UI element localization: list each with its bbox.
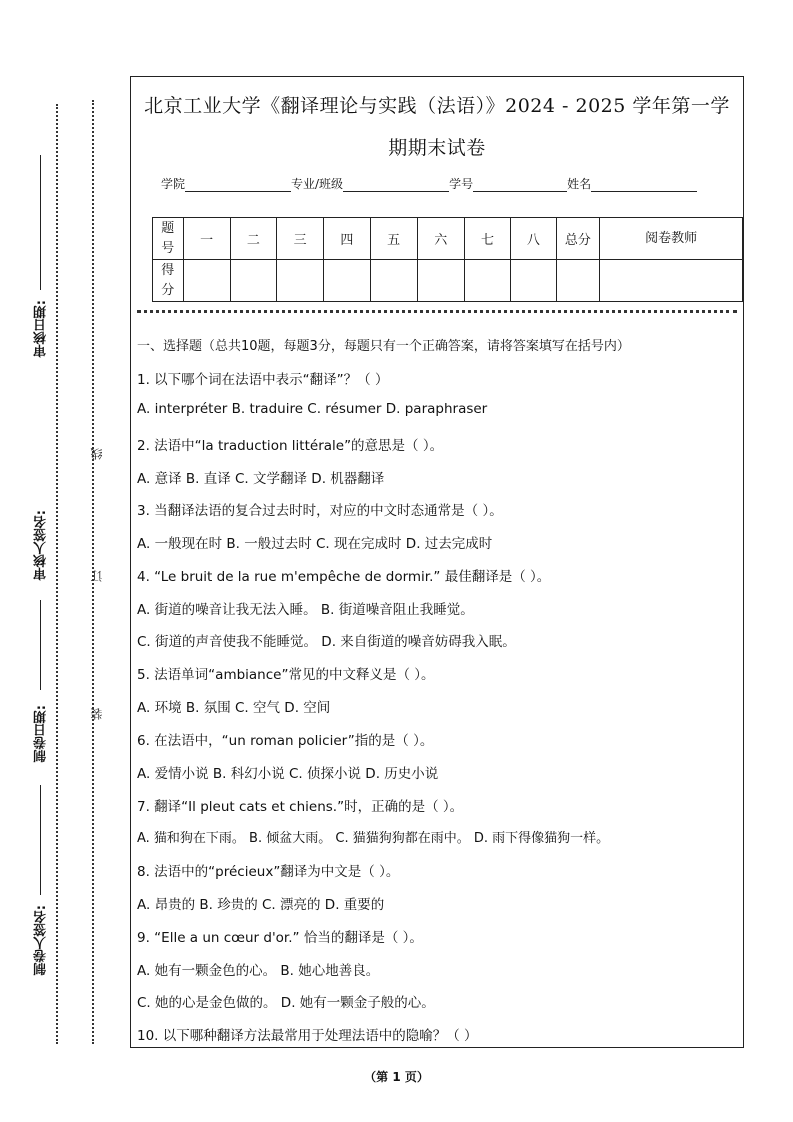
question-line: 9. “Elle a un cœur d'or.” 恰当的翻译是（ ）。 <box>137 930 423 946</box>
question-line: 4. “Le bruit de la rue m'empêche de dormir.” 最佳翻译是（ ）。 <box>137 569 551 585</box>
question-line: C. 街道的声音使我不能睡觉。 D. 来自街道的噪音妨碍我入眠。 <box>137 634 516 650</box>
reviewer-signature-label: 审核人签名: <box>34 510 49 581</box>
major-class-blank[interactable] <box>343 179 449 192</box>
score-table <box>152 217 743 302</box>
score-cell-total[interactable] <box>556 260 600 302</box>
score-cell-5[interactable] <box>370 260 417 302</box>
col-header-7: 七 <box>464 218 510 260</box>
exam-frame <box>130 76 744 1048</box>
dotted-separator <box>137 310 737 313</box>
question-line: 3. 当翻译法语的复合过去时时，对应的中文时态通常是（ ）。 <box>137 503 503 519</box>
question-line: 10. 以下哪种翻译方法最常用于处理法语中的隐喻？（ ） <box>137 1028 478 1044</box>
review-date-line <box>40 155 41 290</box>
name-blank[interactable] <box>591 179 697 192</box>
question-line: 1. 以下哪个词在法语中表示“翻译”？（ ） <box>137 372 389 388</box>
question-line: A. 一般现在时 B. 一般过去时 C. 现在完成时 D. 过去完成时 <box>137 536 493 552</box>
question-line: 2. 法语中“la traduction littérale”的意思是（ ）。 <box>137 438 444 454</box>
major-class-label: 专业/班级 <box>291 177 344 191</box>
seal-char-pack: 装 <box>90 708 104 720</box>
student-id-blank[interactable] <box>473 179 567 192</box>
school-blank[interactable] <box>185 179 291 192</box>
seal-char-line: 线 <box>90 448 104 460</box>
paper-maker-signature-label: 制卷人签名: <box>34 905 49 976</box>
exam-title-line2: 期期末试卷 <box>388 137 486 159</box>
col-header-grader: 阅卷教师 <box>600 218 743 260</box>
question-line: A. 爱情小说 B. 科幻小说 C. 侦探小说 D. 历史小说 <box>137 766 439 782</box>
question-line: 6. 在法语中，“un roman policier”指的是（ ）。 <box>137 733 434 749</box>
section-1-heading: 一、选择题（总共10题，每题3分，每题只有一个正确答案，请将答案填写在括号内） <box>137 339 630 354</box>
col-header-6: 六 <box>417 218 464 260</box>
score-table-score-row <box>153 260 743 302</box>
question-line: A. 猫和狗在下雨。 B. 倾盆大雨。 C. 猫猫狗狗都在雨中。 D. 雨下得像猫狗一样。 <box>137 831 610 846</box>
school-label: 学院 <box>161 177 186 191</box>
binding-dotted-line-left <box>56 104 58 1044</box>
score-cell-4[interactable] <box>324 260 370 302</box>
col-header-total: 总分 <box>556 218 600 260</box>
question-line: A. interpréter B. traduire C. résumer D. paraphraser <box>137 401 488 417</box>
score-table-header-row <box>153 218 743 260</box>
student-id-label: 学号 <box>449 177 474 191</box>
exam-title-line1: 北京工业大学《翻译理论与实践（法语）》2024 - 2025 学年第一学 <box>144 95 730 117</box>
reviewer-signature-line <box>40 600 41 690</box>
col-header-8: 八 <box>511 218 556 260</box>
seal-char-bind: 订 <box>90 570 104 582</box>
col-header-3: 三 <box>277 218 324 260</box>
score-cell-6[interactable] <box>417 260 464 302</box>
question-line: C. 她的心是金色做的。 D. 她有一颗金子般的心。 <box>137 995 435 1011</box>
question-line: 8. 法语中的“précieux”翻译为中文是（ ）。 <box>137 864 400 880</box>
paper-date-line <box>40 785 41 895</box>
row-label-question-no: 题号 <box>153 218 184 260</box>
score-cell-3[interactable] <box>277 260 324 302</box>
col-header-2: 二 <box>230 218 276 260</box>
question-line: A. 她有一颗金色的心。 B. 她心地善良。 <box>137 963 380 979</box>
paper-date-label: 制卷日期: <box>34 705 49 763</box>
col-header-4: 四 <box>324 218 370 260</box>
question-line: A. 意译 B. 直译 C. 文学翻译 D. 机器翻译 <box>137 471 385 487</box>
score-cell-2[interactable] <box>230 260 276 302</box>
question-line: A. 环境 B. 氛围 C. 空气 D. 空间 <box>137 700 331 716</box>
name-label: 姓名 <box>567 177 592 191</box>
score-cell-7[interactable] <box>464 260 510 302</box>
question-line: 7. 翻译“Il pleut cats et chiens.”时，正确的是（ ）。 <box>137 799 464 815</box>
col-header-5: 五 <box>370 218 417 260</box>
review-date-label: 审核日期: <box>34 300 49 358</box>
score-cell-8[interactable] <box>511 260 556 302</box>
student-info-row <box>161 175 697 192</box>
page-number: （第 1 页） <box>364 1070 429 1084</box>
question-line: A. 昂贵的 B. 珍贵的 C. 漂亮的 D. 重要的 <box>137 897 385 913</box>
question-line: A. 街道的噪音让我无法入睡。 B. 街道噪音阻止我睡觉。 <box>137 602 474 618</box>
col-header-1: 一 <box>183 218 230 260</box>
score-cell-1[interactable] <box>183 260 230 302</box>
question-line: 5. 法语单词“ambiance”常见的中文释义是（ ）。 <box>137 667 435 683</box>
score-cell-grader[interactable] <box>600 260 743 302</box>
row-label-score: 得分 <box>153 260 184 302</box>
